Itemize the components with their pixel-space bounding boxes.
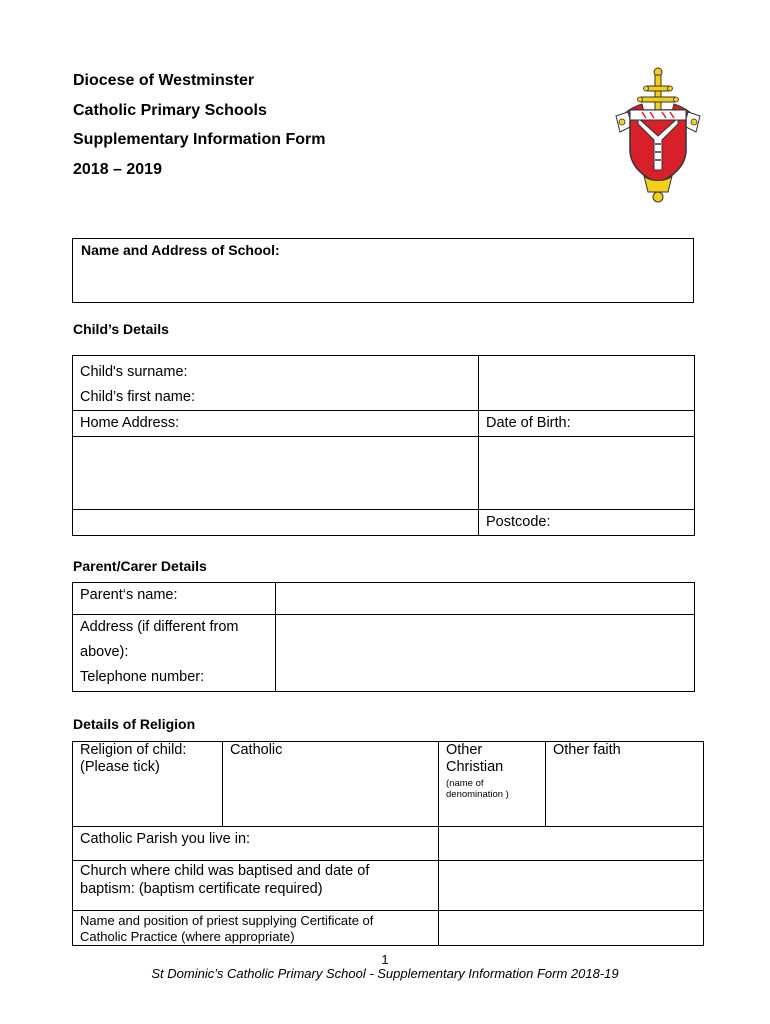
baptism-field[interactable] <box>439 861 704 911</box>
priest-label-cell <box>73 911 439 946</box>
parent-name-field[interactable] <box>276 583 695 615</box>
parish-label: Catholic Parish you live in: <box>80 831 251 847</box>
form-heading <box>73 66 325 184</box>
page-footer: St Dominic’s Catholic Primary School - Supplementary Information Form 2018-19 <box>151 966 619 981</box>
baptism-label-1: Church where child was baptised and date of <box>80 863 370 879</box>
schools-title: Catholic Primary Schools <box>73 101 267 119</box>
priest-label-2: Catholic Practice (where appropriate) <box>80 929 295 944</box>
parent-details-heading: Parent/Carer Details <box>73 558 207 574</box>
school-field-label: Name and Address of School: <box>81 242 280 258</box>
parish-label-cell <box>73 827 439 861</box>
child-details-table <box>72 355 695 536</box>
parent-name-label: Parent‘s name: <box>80 587 178 603</box>
address-extra-field[interactable] <box>73 510 479 536</box>
priest-label-1: Name and position of priest supplying Certificate of <box>80 913 374 928</box>
religion-details-heading: Details of Religion <box>73 716 196 732</box>
baptism-label-cell <box>73 861 439 911</box>
catholic-option-label: Catholic <box>230 742 283 758</box>
diocese-crest-icon <box>612 66 704 204</box>
catholic-option-cell[interactable] <box>223 742 439 827</box>
child-first-name-label: Child’s first name: <box>80 389 195 405</box>
parent-address-label-cell <box>73 615 276 692</box>
form-title: Supplementary Information Form <box>73 131 326 148</box>
parent-name-label-cell <box>73 583 276 615</box>
parent-details-table <box>72 582 695 692</box>
postcode-label: Postcode: <box>486 514 551 530</box>
home-address-field[interactable] <box>73 437 479 510</box>
postcode-cell[interactable] <box>479 510 695 536</box>
parent-address-phone-field[interactable] <box>276 615 695 692</box>
religion-label-2: (Please tick) <box>80 759 160 775</box>
child-surname-label: Child's surname: <box>80 364 188 380</box>
other-christian-option-cell[interactable] <box>439 742 546 827</box>
home-address-label: Home Address: <box>80 415 180 431</box>
diocese-title: Diocese of Westminster <box>73 72 255 89</box>
child-details-heading: Child’s Details <box>73 321 169 337</box>
priest-field[interactable] <box>439 911 704 946</box>
denomination-hint-1: (name of <box>446 778 484 789</box>
school-name-address-field[interactable] <box>72 238 694 303</box>
religion-details-table <box>72 741 704 946</box>
date-of-birth-label: Date of Birth: <box>486 415 571 431</box>
parish-field[interactable] <box>439 827 704 861</box>
page-number: 1 <box>381 952 389 967</box>
child-name-cell[interactable] <box>73 356 479 411</box>
other-faith-option-cell[interactable] <box>546 742 704 827</box>
denomination-hint-2: denomination ) <box>446 789 509 800</box>
academic-year: 2018 – 2019 <box>73 160 162 178</box>
home-address-label-cell[interactable] <box>73 411 479 437</box>
other-christian-label-2: Christian <box>446 759 504 775</box>
religion-label-cell <box>73 742 223 827</box>
baptism-label-2: baptism: (baptism certificate required) <box>80 881 323 897</box>
date-of-birth-cell[interactable] <box>479 411 695 437</box>
other-christian-label-1: Other <box>446 742 483 758</box>
telephone-label: Telephone number: <box>80 669 205 685</box>
child-name-input-cell[interactable] <box>479 356 695 411</box>
religion-label-1: Religion of child: <box>80 742 187 758</box>
parent-address-label-1: Address (if different from <box>80 619 239 635</box>
other-faith-label: Other faith <box>553 742 621 758</box>
parent-address-label-2: above): <box>80 644 129 660</box>
date-of-birth-field[interactable] <box>479 437 695 510</box>
